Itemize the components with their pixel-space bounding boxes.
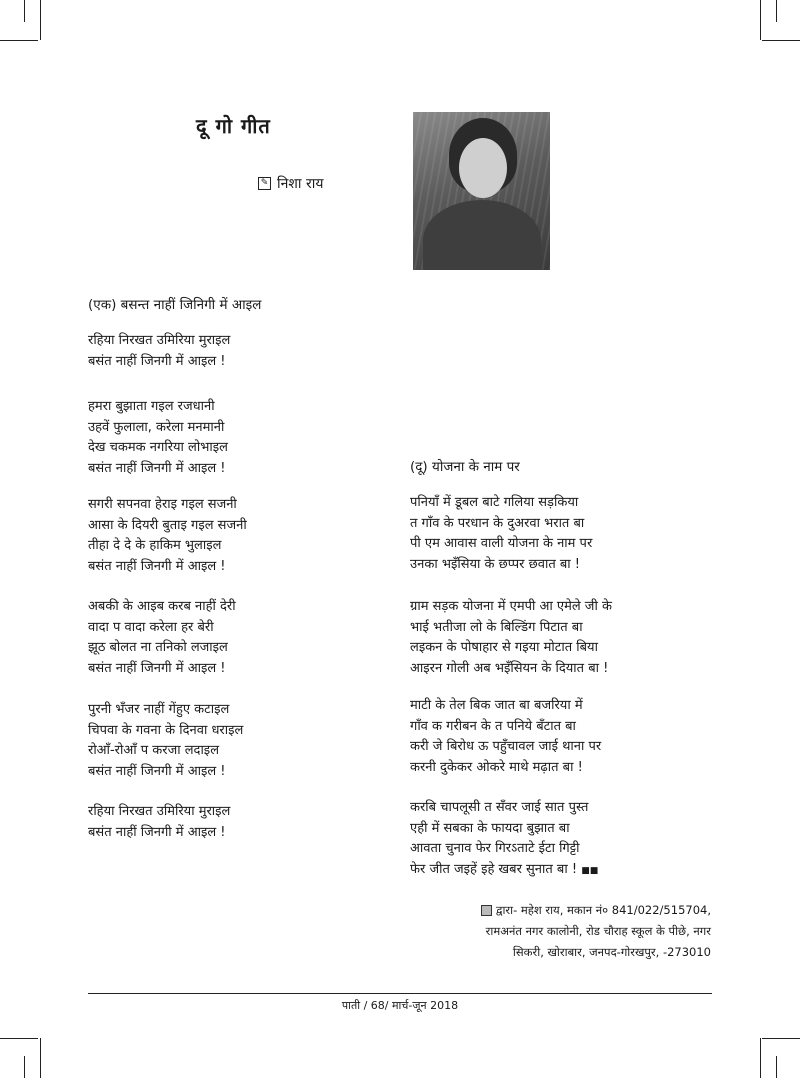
poem1-heading: (एक) बसन्त नाहीं जिनिगी में आइल xyxy=(88,297,262,313)
poem-line: रोआँ-रोआँ प करजा लदाइल xyxy=(88,743,220,758)
poem-line: करनी दुकेकर ओकरे माथे मढ़ात बा ! xyxy=(410,759,583,775)
poem1-stanza xyxy=(88,495,247,577)
poem-line: बसंत नाहीं जिनगी में आइल ! xyxy=(88,460,226,476)
poem-line: आवता चुनाव फेर गिरऽताटे ईटा गिट्टी xyxy=(410,841,580,856)
poem-line: रहिया निरखत उमिरिया मुराइल xyxy=(88,333,231,348)
poem-line: पी एम आवास वाली योजना के नाम पर xyxy=(410,536,593,551)
poem-line: बसंत नाहीं जिनगी में आइल ! xyxy=(88,660,226,676)
poem-line: बसंत नाहीं जिनगी में आइल ! xyxy=(88,763,226,779)
page-footer: पाती / 68/ मार्च-जून 2018 xyxy=(341,999,459,1012)
poem-line: गाँव क गरीबन के त पनिये बँटात बा xyxy=(410,718,576,734)
poem2-heading: (दू) योजना के नाम पर xyxy=(410,459,520,475)
crop-mark xyxy=(760,0,761,40)
crop-mark xyxy=(40,0,41,40)
poem-line: माटी के तेल बिक जात बा बजरिया में xyxy=(410,698,583,713)
crop-mark xyxy=(0,1038,38,1039)
poem-line: आइरन गोली अब भइँसियन के दियात बा ! xyxy=(410,660,609,676)
poem1-stanza xyxy=(88,802,230,843)
poem-line: उनका भइँसिया के छप्पर छवात बा ! xyxy=(410,556,580,572)
poem-line: तीहा दे दे के हाकिम भुलाइल xyxy=(88,538,222,553)
poem2-stanza xyxy=(410,597,612,679)
crop-mark xyxy=(24,1056,25,1078)
poem-line: एही में सबका के फायदा बुझात बा xyxy=(410,820,570,836)
page-title: दू गो गीत xyxy=(196,114,271,138)
poem-line-text: फेर जीत जइहें इहे खबर सुनात बा ! xyxy=(410,861,578,877)
poem1-stanza xyxy=(88,331,230,372)
poem-line: ग्राम सड़क योजना में एमपी आ एमेले जी के xyxy=(410,599,612,614)
poem-line: पनियाँ में डूबल बाटे गलिया सड़किया xyxy=(410,495,579,510)
poem-line: आसा के दियरी बुताइ गइल सजनी xyxy=(88,517,247,533)
poem-line: चिपवा के गवना के दिनवा धराइल xyxy=(88,722,244,738)
poem-line: त गाँव के परधान के दुअरवा भरात बा xyxy=(410,515,585,531)
poem-line: हमरा बुझाता गइल रजधानी xyxy=(88,399,215,414)
author-photo xyxy=(413,112,550,270)
crop-mark xyxy=(776,1056,777,1078)
poem-line: लइकन के पोषाहार से गइया मोटात बिया xyxy=(410,640,598,655)
address-line: रामअनंत नगर कालोनी, रोड चौराह स्कूल के पीछे, नगर xyxy=(485,924,711,938)
poem2-stanza xyxy=(410,696,601,778)
poem-line: वादा प वादा करेला हर बेरी xyxy=(88,619,214,635)
poem-line: झूठ बोलत ना तनिको लजाइल xyxy=(88,640,228,655)
poem-line: करी जे बिरोध ऊ पहुँचावल जाई थाना पर xyxy=(410,739,602,754)
crop-mark xyxy=(0,40,38,41)
poem-line: रहिया निरखत उमिरिया मुराइल xyxy=(88,804,231,819)
pen-icon: ✎ xyxy=(258,177,271,190)
footer-rule xyxy=(88,993,712,994)
poem-line: सगरी सपनवा हेराइ गइल सजनी xyxy=(88,497,237,512)
poem-line: अबकी के आइब करब नाहीं देरी xyxy=(88,599,236,614)
poem-line: भाई भतीजा लो के बिल्डिंग पिटात बा xyxy=(410,619,583,635)
poem-line: बसंत नाहीं जिनगी में आइल ! xyxy=(88,824,226,840)
crop-mark xyxy=(762,40,800,41)
poem2-stanza xyxy=(410,493,592,575)
poem1-stanza xyxy=(88,700,243,782)
poem-line: पुरनी भँजर नाहीं गेंहुए कटाइल xyxy=(88,702,230,717)
square-bullet-icon xyxy=(481,905,492,916)
poem-line: करबि चापलूसी त सँवर जाई सात पुस्त xyxy=(410,800,589,815)
author-name: निशा राय xyxy=(277,176,324,192)
author-address xyxy=(446,900,711,963)
crop-mark xyxy=(40,1038,41,1078)
crop-mark xyxy=(762,1038,800,1039)
poem1-stanza xyxy=(88,597,236,679)
poem-line: देख चकमक नगरिया लोभाइल xyxy=(88,440,228,455)
end-mark: ■■ xyxy=(581,865,599,876)
poem-line: बसंत नाहीं जिनगी में आइल ! xyxy=(88,353,226,369)
poem1-stanza xyxy=(88,397,228,479)
poem-line: उहवें फुलाला, करेला मनमानी xyxy=(88,419,225,435)
crop-mark xyxy=(776,0,777,22)
poem-line xyxy=(410,860,598,882)
address-line: द्वारा- महेश राय, मकान नं० 841/022/515704, xyxy=(495,903,711,917)
crop-mark xyxy=(760,1038,761,1078)
poem-line: बसंत नाहीं जिनगी में आइल ! xyxy=(88,558,226,574)
poem2-stanza xyxy=(410,798,598,881)
address-line: सिकरी, खोराबार, जनपद-गोरखपुर, -273010 xyxy=(512,945,711,959)
crop-mark xyxy=(24,0,25,22)
author-byline xyxy=(258,174,323,193)
